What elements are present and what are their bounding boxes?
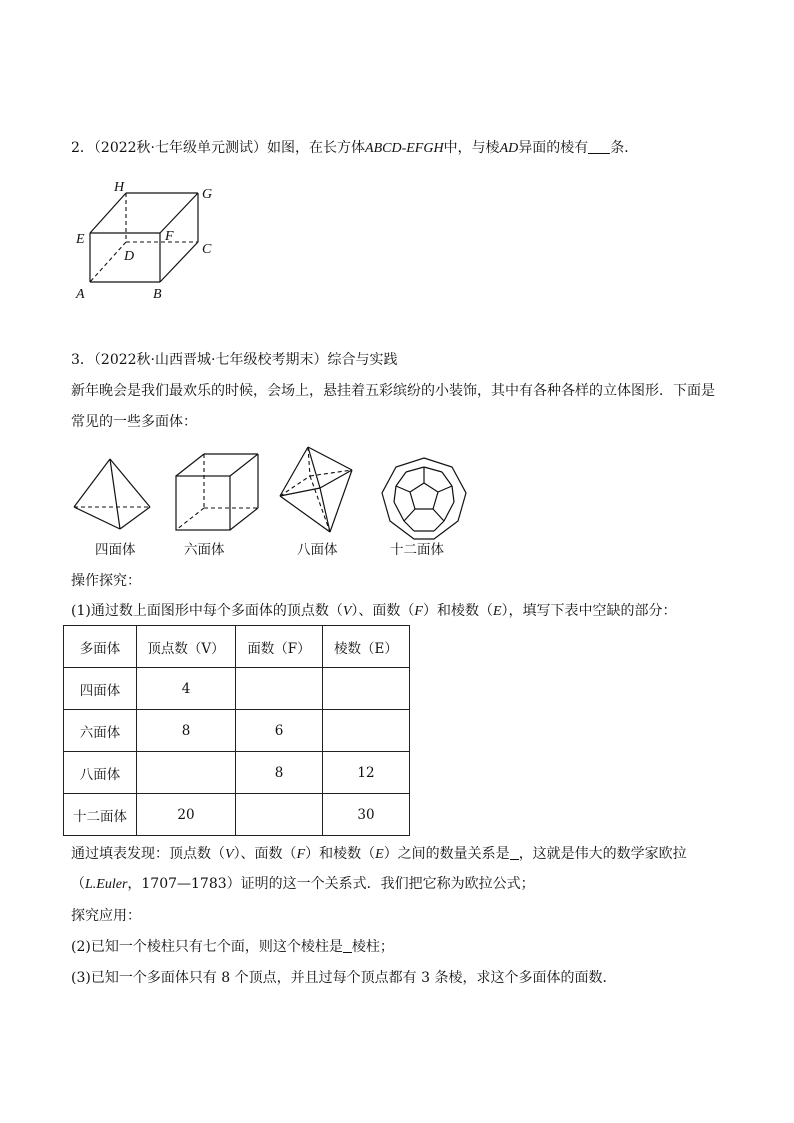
label-F: F (165, 229, 174, 244)
table-cell: 30 (323, 794, 410, 836)
part3-text: (3)已知一个多面体只有 8 个顶点，并且过每个顶点都有 3 条棱，求这个多面体的面数． (71, 970, 617, 986)
table-cell (236, 794, 323, 836)
table-header-row (64, 626, 410, 668)
table-header: 面数（F） (236, 626, 323, 668)
caption-dodecahedron: 十二面体 (390, 542, 444, 558)
find-text: 通过填表发现：顶点数（V）、面数（F）和棱数（E）之间的数量关系是 ，这就是伟大的数学家欧拉 (71, 846, 687, 862)
polyhedra-table (63, 625, 410, 836)
caption-tetrahedron: 四面体 (95, 542, 136, 558)
table-cell (236, 668, 323, 710)
answer-blank (510, 845, 519, 860)
table-cell: 8 (236, 752, 323, 794)
caption-octahedron: 八面体 (297, 542, 338, 558)
part1-text: (1)通过数上面图形中每个多面体的顶点数（V）、面数（F）和棱数（E），填写下表中空缺的部分： (71, 603, 677, 619)
table-cell: 八面体 (64, 752, 137, 794)
table-row (64, 668, 410, 710)
answer-blank (343, 938, 352, 953)
cuboid-figure (70, 175, 230, 305)
q3-header: 3．（2022秋·山西晋城·七年级校考期末）综合与实践 (71, 352, 398, 368)
label-D: D (124, 249, 135, 264)
table-cell: 六面体 (64, 710, 137, 752)
part2-text: (2)已知一个棱柱只有七个面，则这个棱柱是 棱柱； (71, 939, 394, 955)
euler-text: （L.Euler，1707—1783）证明的这一个关系式．我们把它称为欧拉公式； (71, 876, 535, 892)
label-G: G (202, 187, 213, 202)
table-cell: 20 (137, 794, 236, 836)
apply-heading: 探究应用： (71, 908, 141, 924)
table-cell (137, 752, 236, 794)
explore-heading: 操作探究： (71, 573, 141, 589)
table-cell: 十二面体 (64, 794, 137, 836)
table-cell: 12 (323, 752, 410, 794)
table-cell (323, 668, 410, 710)
label-B: B (153, 287, 162, 302)
table-row (64, 794, 410, 836)
label-H: H (114, 180, 125, 195)
octahedron-figure (276, 444, 358, 536)
table-cell: 4 (137, 668, 236, 710)
caption-hexahedron: 六面体 (184, 542, 225, 558)
label-C: C (202, 242, 212, 257)
q3-intro-1: 新年晚会是我们最欢乐的时候，会场上，悬挂着五彩缤纷的小装饰，其中有各种各样的立体图形．下面是 (71, 383, 715, 399)
table-cell: 8 (137, 710, 236, 752)
label-E: E (76, 232, 85, 247)
q3-intro-2: 常见的一些多面体： (71, 414, 197, 430)
q2-text: 2．（2022秋·七年级单元测试）如图，在长方体ABCD-EFGH中，与棱AD异面的棱有 条． (71, 140, 639, 156)
table-row (64, 710, 410, 752)
label-A: A (76, 287, 85, 302)
table-cell: 6 (236, 710, 323, 752)
table-row (64, 752, 410, 794)
dodecahedron-figure (378, 455, 470, 543)
answer-blank (588, 139, 610, 154)
table-header: 棱数（E） (323, 626, 410, 668)
cube-figure (172, 450, 262, 534)
table-cell (323, 710, 410, 752)
table-header: 多面体 (64, 626, 137, 668)
table-header: 顶点数（V） (137, 626, 236, 668)
table-cell: 四面体 (64, 668, 137, 710)
tetrahedron-figure (70, 455, 154, 535)
